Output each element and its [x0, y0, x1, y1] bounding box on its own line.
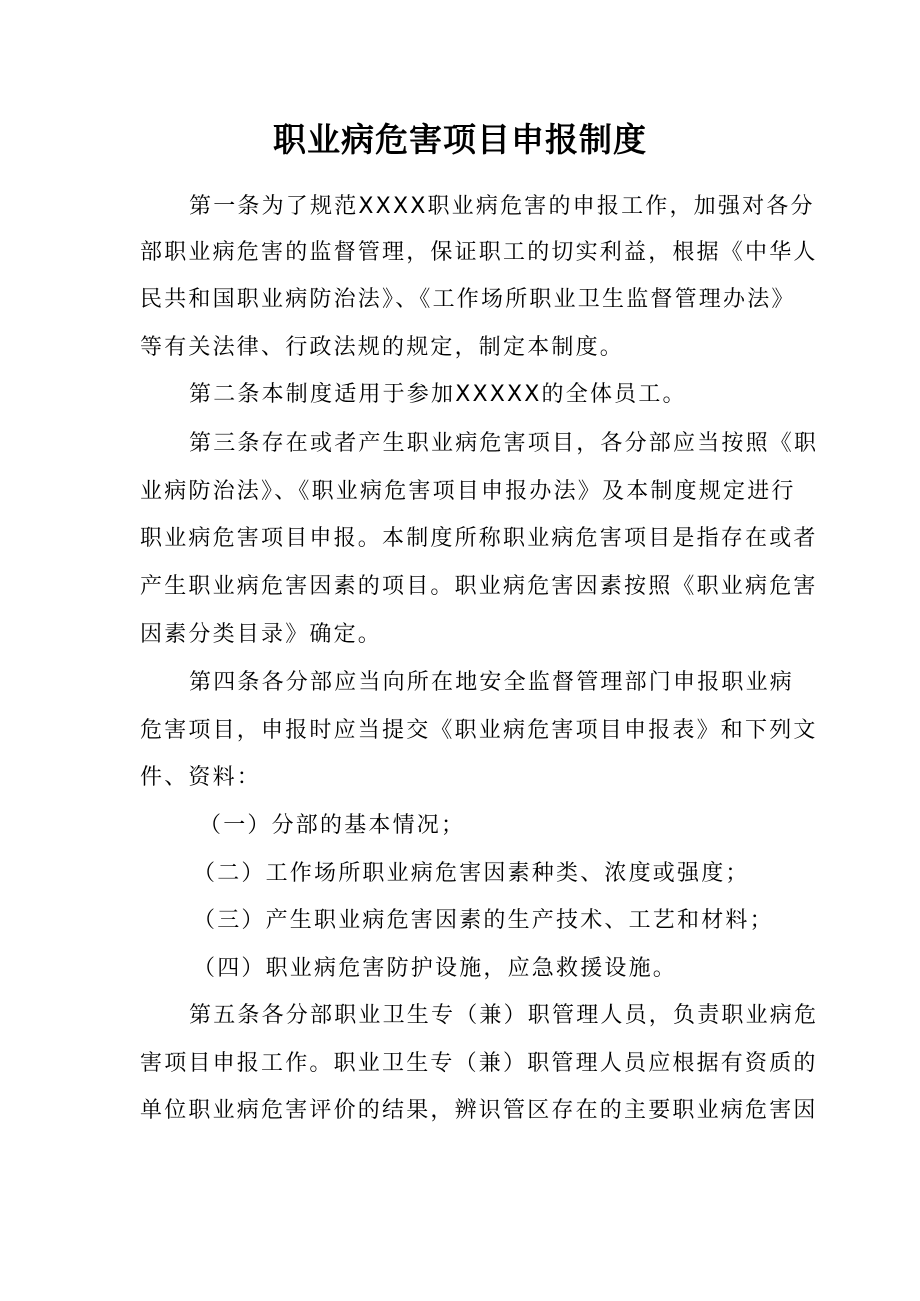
list-item-3: （三）产生职业病危害因素的生产技术、工艺和材料； [193, 908, 774, 933]
article-1-line-2: 部职业病危害的监督管理，保证职工的切实利益，根据《中华人 [140, 240, 818, 265]
list-item-2: （二）工作场所职业病危害因素种类、浓度或强度； [193, 861, 750, 886]
article-3-line-1: 第三条存在或者产生职业病危害项目，各分部应当按照《职 [189, 431, 819, 456]
article-5-line-1: 第五条各分部职业卫生专（兼）职管理人员，负责职业病危 [189, 1003, 819, 1028]
article-2-line-1: 第二条本制度适用于参加XXXXX的全体员工。 [189, 382, 687, 407]
article-5-line-2: 害项目申报工作。职业卫生专（兼）职管理人员应根据有资质的 [140, 1051, 818, 1076]
list-item-4: （四）职业病危害防护设施，应急救援设施。 [193, 956, 678, 981]
article-3-line-4: 产生职业病危害因素的项目。职业病危害因素按照《职业病危害 [140, 574, 818, 599]
document-title: 职业病危害项目申报制度 [273, 120, 647, 159]
article-4-line-3: 件、资料： [140, 765, 262, 790]
article-3-line-2: 业病防治法》、《职业病危害项目申报办法》及本制度规定进行 [140, 479, 796, 504]
article-1-line-4: 等有关法律、行政法规的规定，制定本制度。 [140, 335, 625, 360]
article-3-line-3: 职业病危害项目申报。本制度所称职业病危害项目是指存在或者 [140, 526, 818, 551]
list-item-1: （一）分部的基本情况； [199, 813, 466, 838]
article-3-line-5: 因素分类目录》确定。 [140, 622, 383, 647]
article-4-line-1: 第四条各分部应当向所在地安全监督管理部门申报职业病 [189, 670, 795, 695]
article-5-line-3: 单位职业病危害评价的结果，辨识管区存在的主要职业病危害因 [140, 1098, 818, 1123]
article-4-line-2: 危害项目，申报时应当提交《职业病危害项目申报表》和下列文 [140, 718, 818, 743]
article-1-line-3: 民共和国职业病防治法》、《工作场所职业卫生监督管理办法》 [140, 287, 796, 312]
article-1-line-1: 第一条为了规范XXXX职业病危害的申报工作，加强对各分 [189, 194, 815, 219]
